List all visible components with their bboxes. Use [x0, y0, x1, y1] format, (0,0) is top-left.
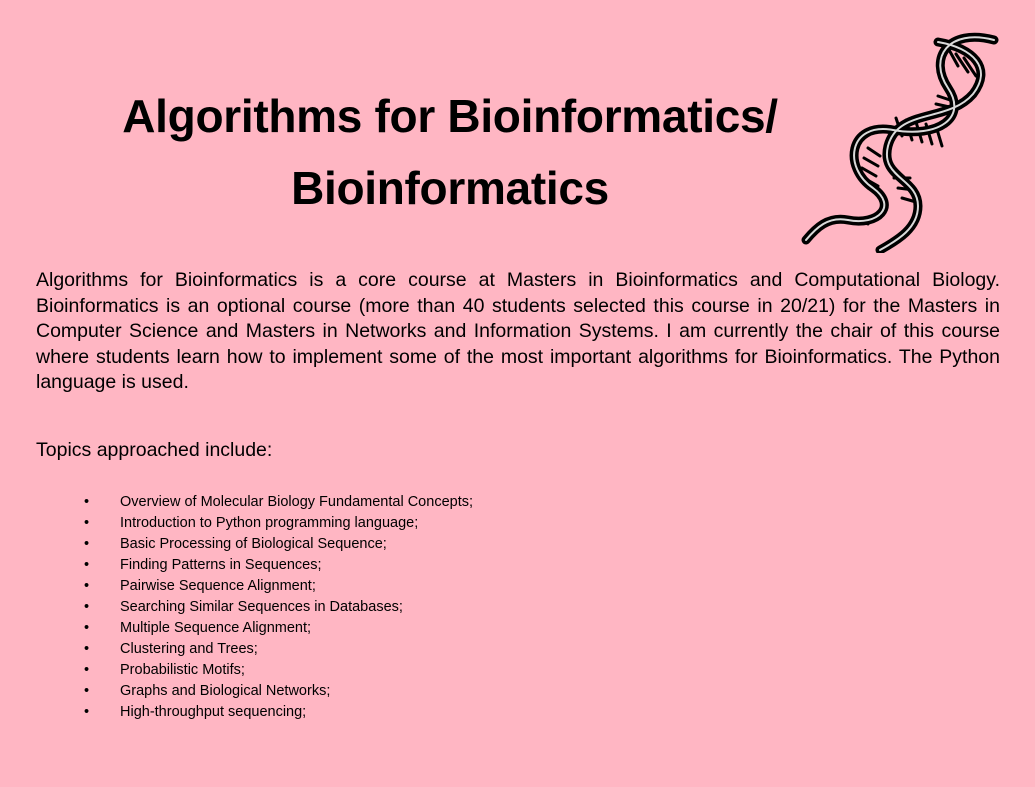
page-title	[40, 80, 860, 224]
topics-heading: Topics approached include:	[36, 439, 273, 461]
list-item-text: Clustering and Trees;	[120, 641, 258, 657]
bullet-icon: •	[84, 641, 90, 657]
list-item-text: Graphs and Biological Networks;	[120, 683, 331, 699]
list-item	[84, 639, 473, 660]
topics-list	[84, 492, 473, 723]
list-item	[84, 660, 473, 681]
bullet-icon: •	[84, 536, 90, 552]
list-item-text: Finding Patterns in Sequences;	[120, 557, 322, 573]
bullet-icon: •	[84, 599, 90, 615]
bullet-icon: •	[84, 620, 90, 636]
title-line-2: Bioinformatics	[291, 162, 609, 214]
title-line-1: Algorithms for Bioinformatics/	[122, 90, 778, 142]
bullet-icon: •	[84, 704, 90, 720]
list-item	[84, 492, 473, 513]
list-item	[84, 702, 473, 723]
list-item	[84, 597, 473, 618]
list-item-text: Introduction to Python programming language;	[120, 515, 419, 531]
list-item	[84, 618, 473, 639]
list-item-text: Overview of Molecular Biology Fundamental Concepts;	[120, 494, 473, 510]
bullet-icon: •	[84, 662, 90, 678]
list-item-text: Basic Processing of Biological Sequence;	[120, 536, 387, 552]
bullet-icon: •	[84, 494, 90, 510]
list-item	[84, 534, 473, 555]
list-item	[84, 681, 473, 702]
list-item	[84, 513, 473, 534]
list-item-text: High-throughput sequencing;	[120, 704, 307, 720]
list-item-text: Probabilistic Motifs;	[120, 662, 245, 678]
list-item-text: Multiple Sequence Alignment;	[120, 620, 312, 636]
list-item	[84, 555, 473, 576]
bullet-icon: •	[84, 557, 90, 573]
bullet-icon: •	[84, 515, 90, 531]
bullet-icon: •	[84, 683, 90, 699]
list-item-text: Searching Similar Sequences in Databases;	[120, 599, 403, 615]
list-item	[84, 576, 473, 597]
dna-helix-icon	[798, 28, 1003, 253]
course-description: Algorithms for Bioinformatics is a core course at Masters in Bioinformatics and Computational Biology. Bioinformatics is an optional course (more than 40 students selected this course in 20/21) for the Masters in Computer Science and Masters in Networks and Information Systems. I am currently the chair of this course where students learn how to implement some of the most important algorithms for Bioinformatics. The Python language is used.	[36, 269, 1000, 393]
bullet-icon: •	[84, 578, 90, 594]
list-item-text: Pairwise Sequence Alignment;	[120, 578, 316, 594]
